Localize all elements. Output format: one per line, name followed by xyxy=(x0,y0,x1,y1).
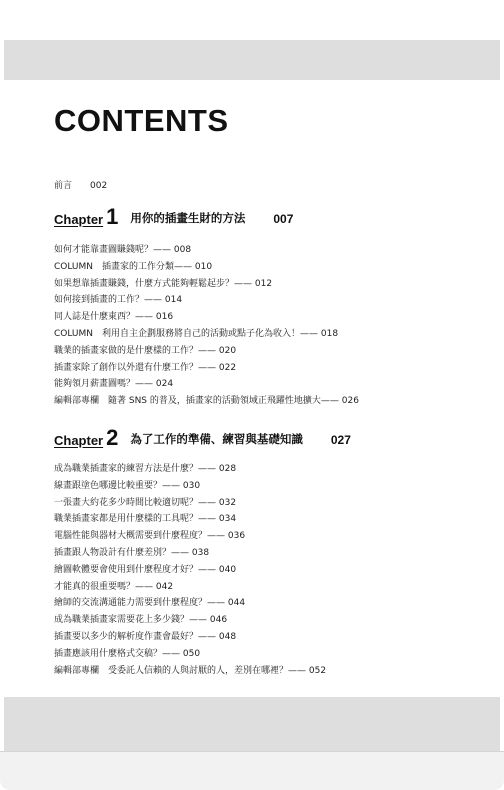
preface-page-number: 002 xyxy=(90,181,108,191)
toc-entry[interactable]: 線畫跟塗色哪邊比較重要？—— 030 xyxy=(54,480,201,491)
toc-entry[interactable]: 插畫應該用什麼格式交稿？—— 050 xyxy=(54,648,201,659)
toc-entry[interactable]: 插畫要以多少的解析度作畫會最好？—— 048 xyxy=(54,631,237,642)
chapter-2-entries xyxy=(54,461,454,679)
toc-entry[interactable]: 職業的插畫家做的是什麼樣的工作？—— 020 xyxy=(54,345,237,356)
toc-entry[interactable]: 成為職業插畫家需要花上多少錢？—— 046 xyxy=(54,615,228,626)
preface-label: 前言 xyxy=(54,181,73,191)
toc-entry[interactable]: 插畫家除了創作以外還有什麼工作？—— 022 xyxy=(54,362,237,373)
toc-entry[interactable]: 如何才能靠畫圖賺錢呢？—— 008 xyxy=(54,245,192,255)
toc-entry[interactable]: 如果想靠插畫賺錢，什麼方式能夠輕鬆起步？—— 012 xyxy=(54,278,273,289)
chapter-1-heading[interactable] xyxy=(54,204,294,229)
top-margin-band xyxy=(4,40,500,80)
reader-footer-bar xyxy=(0,751,504,790)
chapter-number: 1 xyxy=(106,204,119,229)
chapter-page-number: 027 xyxy=(330,433,351,447)
toc-preface-entry[interactable] xyxy=(54,178,107,191)
chapter-word: Chapter xyxy=(54,433,104,448)
toc-entry[interactable]: 才能真的很重要嗎？—— 042 xyxy=(54,581,174,592)
toc-entry[interactable]: 插畫跟人物設計有什麼差別？—— 038 xyxy=(54,547,210,558)
chapter-title: 用你的插畫生財的方法 xyxy=(130,211,246,225)
toc-entry[interactable]: COLUMN 利用自主企劃服務將自己的活動或點子化為收入！—— 018 xyxy=(54,328,339,339)
toc-entry[interactable]: 電腦性能與器材大概需要到什麼程度？—— 036 xyxy=(54,531,246,542)
toc-entry[interactable]: COLUMN 插畫家的工作分類—— 010 xyxy=(54,261,213,272)
page-title: CONTENTS xyxy=(54,103,229,138)
bottom-margin-band xyxy=(4,697,500,751)
toc-entry[interactable]: 職業插畫家都是用什麼樣的工具呢？—— 034 xyxy=(54,514,237,525)
toc-entry[interactable]: 編輯部專欄 隨著 SNS 的普及，插畫家的活動領域正飛躍性地擴大—— 026 xyxy=(54,396,359,407)
chapter-title: 為了工作的準備、練習與基礎知識 xyxy=(130,432,303,446)
toc-entry[interactable]: 繪師的交流溝通能力需要到什麼程度？—— 044 xyxy=(54,598,246,609)
chapter-1-entries xyxy=(54,242,454,410)
toc-entry[interactable]: 繪圖軟體要會使用到什麼程度才好？—— 040 xyxy=(54,564,237,575)
toc-entry[interactable]: 能夠領月薪畫圖嗎？—— 024 xyxy=(54,379,174,390)
toc-entry[interactable]: 成為職業插畫家的練習方法是什麼？—— 028 xyxy=(54,464,237,474)
chapter-number: 2 xyxy=(106,425,119,450)
toc-entry[interactable]: 編輯部專欄 受委託人信賴的人與討厭的人，差別在哪裡？—— 052 xyxy=(54,665,327,676)
toc-entry[interactable]: 如何接到插畫的工作？—— 014 xyxy=(54,295,183,306)
chapter-2-heading[interactable] xyxy=(54,425,351,450)
toc-entry[interactable]: 同人誌是什麼東西？—— 016 xyxy=(54,312,174,323)
chapter-word: Chapter xyxy=(54,212,104,227)
chapter-page-number: 007 xyxy=(273,212,294,226)
toc-entry[interactable]: 一張畫大約花多少時間比較適切呢？—— 032 xyxy=(54,497,237,508)
